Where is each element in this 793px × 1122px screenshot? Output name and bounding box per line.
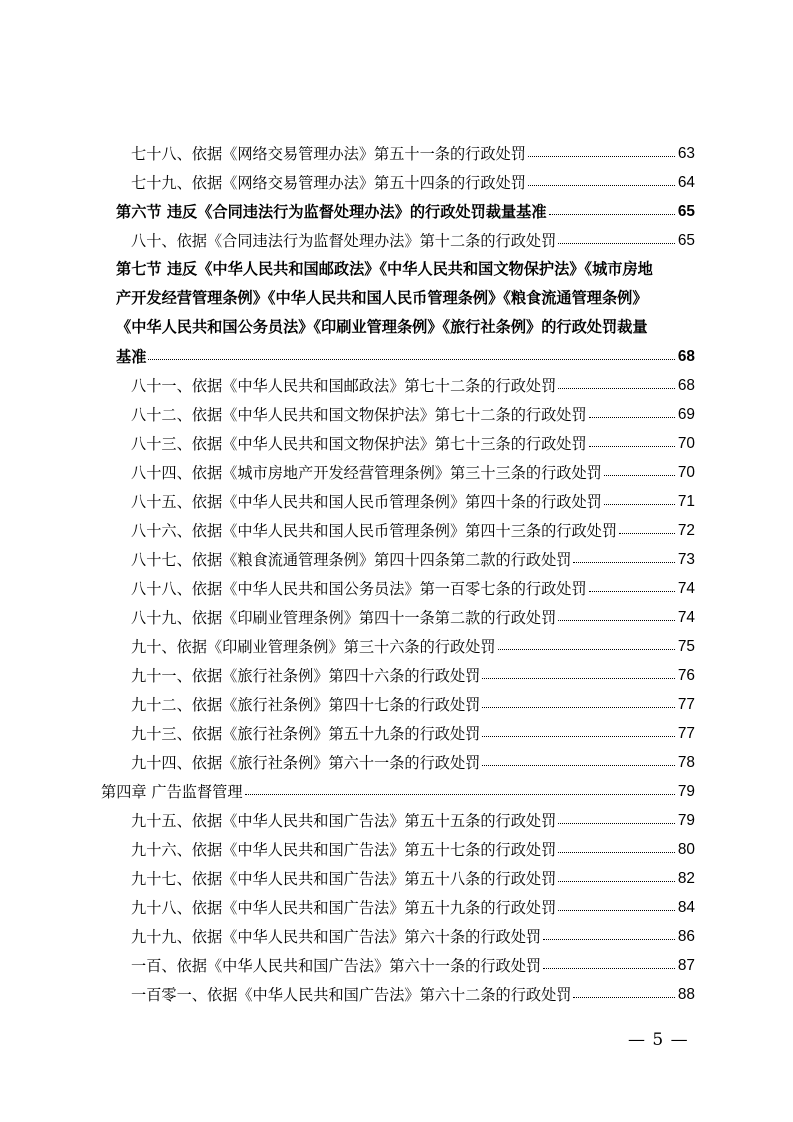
toc-entry-page: 69 xyxy=(677,405,695,423)
toc-entry-title: 九十三、依据《旅行社条例》第五十九条的行政处罚 xyxy=(131,725,481,743)
toc-entry-page: 77 xyxy=(677,724,695,742)
toc-entry-page: 71 xyxy=(677,492,695,510)
toc-section-page: 65 xyxy=(677,202,695,220)
toc-entry-page: 79 xyxy=(677,811,695,829)
toc-entry xyxy=(131,864,695,893)
toc-entry-title: 九十七、依据《中华人民共和国广告法》第五十八条的行政处罚 xyxy=(131,870,557,888)
dot-leader xyxy=(482,765,675,766)
toc-entry-title: 八十四、依据《城市房地产开发经营管理条例》第三十三条的行政处罚 xyxy=(131,464,602,482)
toc-entry xyxy=(131,400,695,429)
dot-leader xyxy=(543,968,675,969)
dot-leader xyxy=(482,678,675,679)
toc-chapter-page: 79 xyxy=(677,782,695,800)
toc-entry-page: 70 xyxy=(677,463,695,481)
toc-entry-page: 82 xyxy=(677,869,695,887)
toc-chapter-title: 第四章 广告监督管理 xyxy=(101,783,243,801)
toc-entry-title: 九十一、依据《旅行社条例》第四十六条的行政处罚 xyxy=(131,667,481,685)
toc-entry-page: 86 xyxy=(677,927,695,945)
dot-leader xyxy=(549,214,675,215)
toc-entry xyxy=(131,516,695,545)
toc-entry-page: 75 xyxy=(677,637,695,655)
toc-entry xyxy=(131,806,695,835)
toc-entry xyxy=(131,429,695,458)
dot-leader xyxy=(558,388,675,389)
toc-entry-page: 64 xyxy=(677,173,695,191)
dot-leader xyxy=(558,620,675,621)
toc-entry-title: 九十九、依据《中华人民共和国广告法》第六十条的行政处罚 xyxy=(131,928,542,946)
toc-entry xyxy=(131,690,695,719)
dot-leader xyxy=(589,417,675,418)
toc-chapter-heading xyxy=(101,777,695,806)
toc-entry-page: 76 xyxy=(677,666,695,684)
dot-leader xyxy=(558,243,675,244)
toc-entry-title: 九十五、依据《中华人民共和国广告法》第五十五条的行政处罚 xyxy=(131,812,557,830)
toc-entry-title: 九十二、依据《旅行社条例》第四十七条的行政处罚 xyxy=(131,696,481,714)
toc-section-heading-multiline xyxy=(116,255,695,342)
toc-entry-page: 74 xyxy=(677,608,695,626)
dot-leader xyxy=(558,852,675,853)
dot-leader xyxy=(543,939,675,940)
dot-leader xyxy=(573,997,674,998)
toc-entry xyxy=(131,487,695,516)
dot-leader xyxy=(604,475,675,476)
toc-entry-page: 68 xyxy=(677,376,695,394)
toc-entry-title: 八十一、依据《中华人民共和国邮政法》第七十二条的行政处罚 xyxy=(131,377,557,395)
toc-entry xyxy=(131,603,695,632)
dot-leader xyxy=(558,910,675,911)
toc-entry-title: 九十六、依据《中华人民共和国广告法》第五十七条的行政处罚 xyxy=(131,841,557,859)
toc-entry-page: 84 xyxy=(677,898,695,916)
toc-section-heading-last-line xyxy=(116,342,695,371)
toc-entry xyxy=(131,748,695,777)
toc-entry-title: 九十、依据《印刷业管理条例》第三十六条的行政处罚 xyxy=(131,638,496,656)
toc-entry xyxy=(131,835,695,864)
toc-entry-title: 八十二、依据《中华人民共和国文物保护法》第七十二条的行政处罚 xyxy=(131,406,587,424)
toc-entry-title: 八十八、依据《中华人民共和国公务员法》第一百零七条的行政处罚 xyxy=(131,580,587,598)
toc-entry xyxy=(131,574,695,603)
toc-entry xyxy=(131,922,695,951)
toc-entry-title: 七十八、依据《网络交易管理办法》第五十一条的行政处罚 xyxy=(131,145,526,163)
dot-leader xyxy=(589,591,675,592)
toc-entry xyxy=(131,719,695,748)
toc-entry xyxy=(131,226,695,255)
dot-leader xyxy=(573,562,674,563)
dot-leader xyxy=(528,185,675,186)
toc-entry-title: 八十七、依据《粮食流通管理条例》第四十四条第二款的行政处罚 xyxy=(131,551,572,569)
toc-section-title-line: 《中华人民共和国公务员法》《印刷业管理条例》《旅行社条例》的行政处罚裁量 xyxy=(116,318,648,336)
toc-entry-page: 78 xyxy=(677,753,695,771)
toc-entry-page: 77 xyxy=(677,695,695,713)
toc-entry-page: 88 xyxy=(677,985,695,1003)
toc-entry xyxy=(131,893,695,922)
toc-entry-title: 八十六、依据《中华人民共和国人民币管理条例》第四十三条的行政处罚 xyxy=(131,522,617,540)
toc-section-title-line: 产开发经营管理条例》《中华人民共和国人民币管理条例》《粮食流通管理条例》 xyxy=(116,289,648,307)
dot-leader xyxy=(528,156,675,157)
toc-entry-page: 70 xyxy=(677,434,695,452)
toc-entry-title: 八十九、依据《印刷业管理条例》第四十一条第二款的行政处罚 xyxy=(131,609,557,627)
toc-entry-title: 一百、依据《中华人民共和国广告法》第六十一条的行政处罚 xyxy=(131,957,542,975)
toc-entry xyxy=(131,371,695,400)
dot-leader xyxy=(558,823,675,824)
toc-entry-page: 72 xyxy=(677,521,695,539)
toc-entry-page: 74 xyxy=(677,579,695,597)
toc-entry xyxy=(131,545,695,574)
page-number-footer: — 5 — xyxy=(628,1030,689,1050)
toc-entry xyxy=(131,661,695,690)
toc-entry-title: 九十八、依据《中华人民共和国广告法》第五十九条的行政处罚 xyxy=(131,899,557,917)
dot-leader xyxy=(558,881,675,882)
toc-section-title: 第六节 违反《合同违法行为监督处理办法》的行政处罚裁量基准 xyxy=(116,203,547,221)
toc-entry-page: 63 xyxy=(677,144,695,162)
dot-leader xyxy=(482,736,675,737)
toc-entry xyxy=(131,980,695,1009)
dot-leader xyxy=(589,446,675,447)
toc-entry xyxy=(131,139,695,168)
toc-section-title-line: 基准 xyxy=(116,348,147,366)
dot-leader xyxy=(604,504,675,505)
dot-leader xyxy=(498,649,675,650)
toc-entry-title: 九十四、依据《旅行社条例》第六十一条的行政处罚 xyxy=(131,754,481,772)
toc-section-heading xyxy=(116,197,695,226)
toc-entry-title: 八十三、依据《中华人民共和国文物保护法》第七十三条的行政处罚 xyxy=(131,435,587,453)
toc-entry-page: 73 xyxy=(677,550,695,568)
toc-entry-page: 87 xyxy=(677,956,695,974)
toc-entry-title: 八十、依据《合同违法行为监督处理办法》第十二条的行政处罚 xyxy=(131,232,557,250)
toc-entry-page: 80 xyxy=(677,840,695,858)
toc-entry-title: 八十五、依据《中华人民共和国人民币管理条例》第四十条的行政处罚 xyxy=(131,493,602,511)
toc-section-page: 68 xyxy=(677,347,695,365)
dot-leader xyxy=(245,794,675,795)
toc-entry xyxy=(131,458,695,487)
toc-entry-title: 七十九、依据《网络交易管理办法》第五十四条的行政处罚 xyxy=(131,174,526,192)
toc-section-title-line: 第七节 违反《中华人民共和国邮政法》《中华人民共和国文物保护法》《城市房地 xyxy=(116,260,653,278)
dot-leader xyxy=(482,707,675,708)
dot-leader xyxy=(148,359,675,360)
toc-entry xyxy=(131,168,695,197)
toc-entry xyxy=(131,951,695,980)
toc-entry-title: 一百零一、依据《中华人民共和国广告法》第六十二条的行政处罚 xyxy=(131,986,572,1004)
toc-entry xyxy=(131,632,695,661)
dot-leader xyxy=(619,533,675,534)
toc-entry-page: 65 xyxy=(677,231,695,249)
